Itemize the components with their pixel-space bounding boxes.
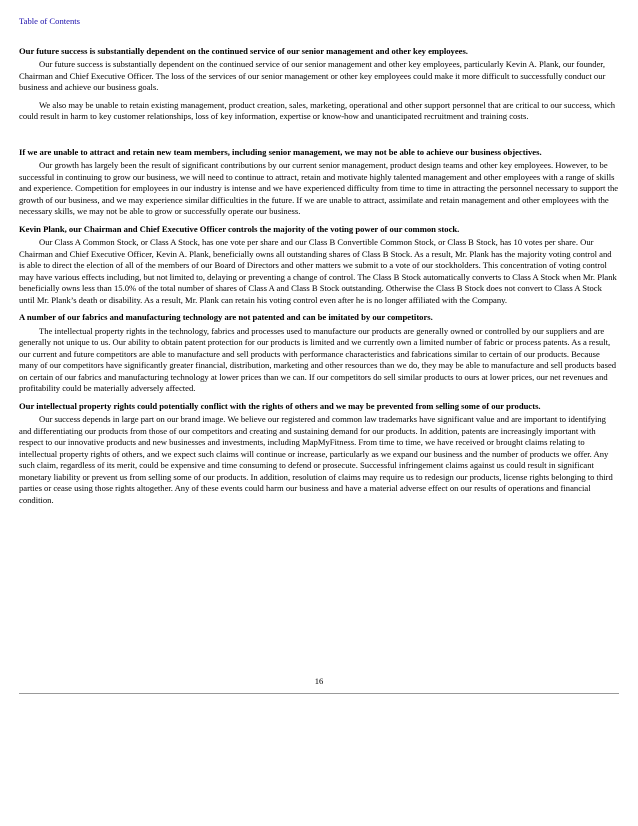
section-voting-power	[19, 224, 619, 307]
section-ip-conflict	[19, 401, 619, 507]
footer-divider	[19, 693, 619, 694]
section-heading: Kevin Plank, our Chairman and Chief Executive Officer controls the majority of the voting power of our common stock.	[19, 223, 460, 234]
section-heading: If we are unable to attract and retain new team members, including senior management, we may not be able to achieve our business objectives.	[19, 146, 542, 157]
section-paragraph: We also may be unable to retain existing management, product creation, sales, marketing, operational and other support personnel that are critical to our success, which could result in harm to key customer relationships, loss of key information, expertise or know-how and unanticipated recruitment and training costs.	[19, 99, 616, 121]
page-number: 16	[314, 676, 324, 686]
section-senior-management	[19, 46, 619, 123]
section-paragraph: Our success depends in large part on our brand image. We believe our registered and common law trademarks have significant value and are important to identifying and differentiating our products from those of our competitors and creating and sustaining demand for our products. In addition, patents are increasingly important with respect to our innovative products and new businesses and investments, including MapMyFitness. From time to time, we have received or brought claims relating to intellectual property rights of others, and we expect such claims will continue or increase, particularly as we expand our business and the number of products we offer. Any such claim, regardless of its merit, could be expensive and time consuming to defend or prosecute. Successful infringement claims against us could result in significant monetary liability or prevent us from selling some of our products. In addition, resolution of claims may require us to redesign our products, license rights belonging to third parties or cease using those rights altogether. Any of these events could harm our business and have a material adverse effect on our results of operations and financial condition.	[19, 414, 613, 505]
section-attract-retain	[19, 147, 619, 218]
section-paragraph: Our Class A Common Stock, or Class A Stock, has one vote per share and our Class B Convertible Common Stock, or Class B Stock, has 10 votes per share. Our Chairman and Chief Executive Officer, Kevin A. Plank, beneficially owns all outstanding shares of Class B Stock. As a result, Mr. Plank has the majority voting control and is able to direct the election of all of the members of our Board of Directors and other matters we submit to a vote of our stockholders. This concentration of voting control may have various effects including, but not limited to, delaying or preventing a change of control. The Class B Stock automatically converts to Class A Stock when Mr. Plank beneficially owns less than 15.0% of the total number of shares of Class A and Class B Stock outstanding. Otherwise the Class B Stock does not convert to Class A Stock until Mr. Plank’s death or disability. As a result, Mr. Plank can retain his voting control even after he is no longer affiliated with the Company.	[19, 237, 617, 305]
section-paragraph: Our future success is substantially dependent on the continued service of our senior management and other key employees, particularly Kevin A. Plank, our founder, Chairman and Chief Executive Officer. The loss of the services of our senior management or other key employees could make it more difficult to successfully conduct our business and achieve our business goals.	[19, 59, 606, 92]
section-heading: A number of our fabrics and manufacturing technology are not patented and can be imitated by our competitors.	[19, 312, 433, 322]
spacer	[19, 129, 619, 147]
document-page	[19, 16, 619, 512]
section-heading: Our future success is substantially dependent on the continued service of our senior management and other key employees.	[19, 45, 468, 56]
section-paragraph: Our growth has largely been the result of significant contributions by our current senior management, product design teams and other key employees. However, to be successful in continuing to grow our business, we will need to continue to attract, retain and motivate highly talented management and other employees with a range of skills and experience. Competition for employees in our industry is intense and we have experienced difficulty from time to time in attracting the personnel necessary to support the growth of our business, and we may experience similar difficulties in the future. If we are unable to attract, assimilate and retain management and other employees with the necessary skills, we may not be able to grow or successfully operate our business.	[19, 160, 619, 216]
section-paragraph: The intellectual property rights in the technology, fabrics and processes used to manufacture our products are generally owned or controlled by our suppliers and are generally not unique to us. Our ability to obtain patent protection for our products is limited and we currently own a limited number of fabric or process patents. As a result, our current and future competitors are able to manufacture and sell products with performance characteristics and fabrications similar to certain of our products. Because many of our competitors have significantly greater financial, distribution, marketing and other resources than we do, they may be able to manufacture and sell products based on certain of our fabrics and manufacturing technology at lower prices than we can. If our competitors do sell similar products to ours at lower prices, our net revenues and profitability could be materially adversely affected.	[19, 325, 617, 393]
spacer	[19, 28, 619, 46]
section-patents	[19, 312, 619, 395]
table-of-contents-link[interactable]: Table of Contents	[19, 16, 80, 26]
section-heading: Our intellectual property rights could potentially conflict with the rights of others and we may be prevented from selling some of our products.	[19, 400, 541, 411]
